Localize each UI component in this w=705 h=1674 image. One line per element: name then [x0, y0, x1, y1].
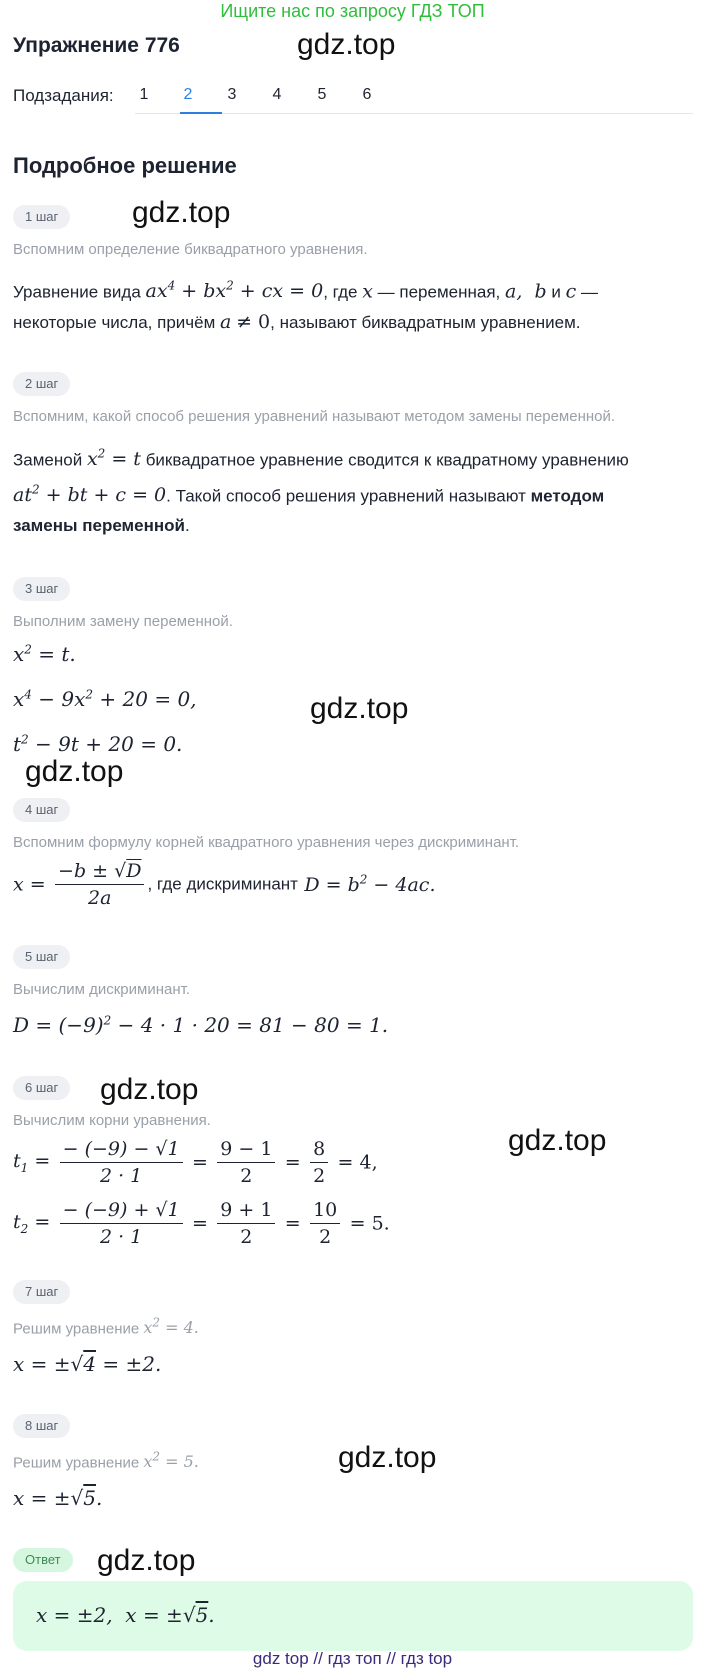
step-hint: Решим уравнение $x^2 = 5$.	[13, 1450, 199, 1472]
formula: $t_1$ = $\frac{- (-9) - √1}{2 \cdot 1}$ = $\frac{9 - 1}{2}$ = $\frac{8}{2}$ = 4,	[13, 1138, 378, 1187]
subtask-tab-3[interactable]: 3	[227, 86, 237, 103]
formula: $x^2 = t$.	[13, 642, 76, 666]
step-hint: Вычислим дискриминант.	[13, 981, 190, 998]
subtask-tab-2[interactable]: 2	[183, 86, 193, 103]
formula: x = $\frac{-b \pm √D}{2a}$ , где дискриминант $D = b^2 - 4ac$.	[13, 860, 436, 909]
step-text: Заменой $x^2 = t$ биквадратное уравнение сводится к квадратному уравнению	[13, 447, 629, 471]
step-hint: Вспомним формулу корней квадратного уравнения через дискриминант.	[13, 834, 520, 851]
subtask-tab-1[interactable]: 1	[139, 86, 149, 103]
watermark: gdz.top	[97, 1544, 196, 1577]
formula: x = ±√4 = ±2.	[13, 1352, 162, 1376]
step-hint: Решим уравнение $x^2 = 4$.	[13, 1316, 199, 1338]
subtask-tab-5[interactable]: 5	[317, 86, 327, 103]
step-text: замены переменной.	[13, 516, 190, 535]
page-title: Упражнение 776	[13, 34, 180, 57]
formula: $x^4 - 9x^2 + 20 = 0$,	[13, 687, 197, 711]
formula: x = ±√5.	[13, 1486, 103, 1510]
step-text: $at^2$ + bt + c = 0. Такой способ решения уравнений называют методом	[13, 483, 605, 507]
subtask-tab-6[interactable]: 6	[362, 86, 372, 103]
step-hint: Выполним замену переменной.	[13, 613, 233, 630]
watermark: gdz.top	[25, 755, 124, 788]
section-title: Подробное решение	[13, 153, 237, 178]
step-badge: 4 шаг	[13, 798, 70, 822]
search-banner: Ищите нас по запросу ГДЗ ТОП	[220, 1, 485, 21]
active-tab-underline	[180, 112, 222, 114]
formula: $t_2$ = $\frac{- (-9) + √1}{2 \cdot 1}$ = $\frac{9 + 1}{2}$ = $\frac{10}{2}$ = 5.	[13, 1199, 390, 1248]
step-hint: Вспомним, какой способ решения уравнений называют методом замены переменной.	[13, 408, 616, 425]
answer-badge: Ответ	[13, 1548, 73, 1572]
watermark: gdz.top	[297, 28, 396, 61]
subtasks-label: Подзадания:	[13, 86, 114, 105]
step-badge: 7 шаг	[13, 1280, 70, 1304]
step-hint: Вычислим корни уравнения.	[13, 1112, 211, 1129]
watermark: gdz.top	[132, 196, 231, 229]
watermark: gdz.top	[508, 1124, 607, 1157]
footer-links[interactable]: gdz top // гдз топ // гдз top	[252, 1649, 453, 1668]
step-badge: 6 шаг	[13, 1076, 70, 1100]
step-badge: 5 шаг	[13, 945, 70, 969]
step-badge: 3 шаг	[13, 577, 70, 601]
answer-formula: x = ±2, x = ±√5.	[36, 1603, 215, 1627]
step-badge: 2 шаг	[13, 372, 70, 396]
step-badge: 1 шаг	[13, 205, 70, 229]
step-text: Уравнение вида $ax^4 + bx^2$ + cx = 0, где x — переменная, a, b и c —	[13, 279, 598, 303]
step-hint: Вспомним определение биквадратного уравнения.	[13, 241, 368, 258]
step-text: некоторые числа, причём a ≠ 0, называют биквадратным уравнением.	[13, 311, 581, 333]
formula: $t^2 - 9t + 20 = 0$.	[13, 732, 183, 756]
watermark: gdz.top	[310, 692, 409, 725]
watermark: gdz.top	[338, 1441, 437, 1474]
step-badge: 8 шаг	[13, 1414, 70, 1438]
watermark: gdz.top	[100, 1073, 199, 1106]
subtask-tab-4[interactable]: 4	[272, 86, 282, 103]
formula: $D = (-9)^2 - 4 \cdot 1 \cdot 20 = 81 - 80 = 1$.	[13, 1013, 389, 1037]
